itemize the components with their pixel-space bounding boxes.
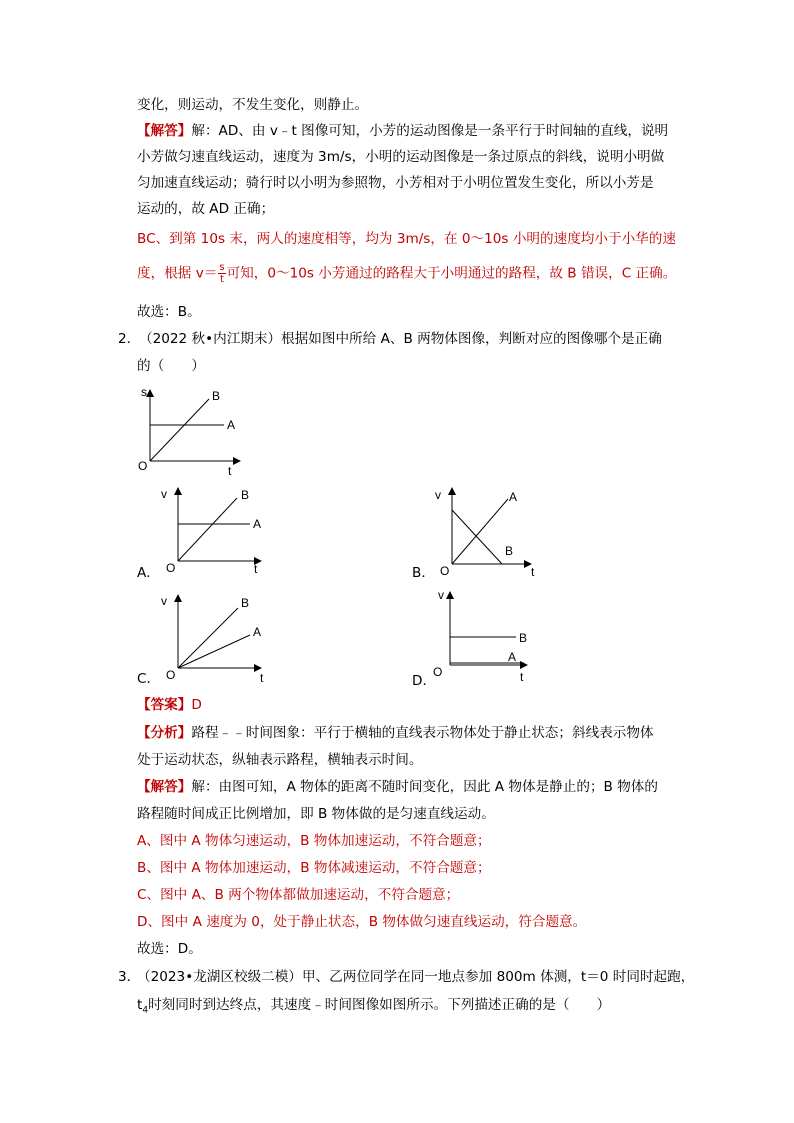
solution-text: 解：AD、由 v﹣t 图像可知，小芳的运动图像是一条平行于时间轴的直线，说明 xyxy=(191,123,669,139)
q3-stem-text: 时刻同时到达终点，其速度﹣时间图像如图所示。下列描述正确的是（ ） xyxy=(148,997,611,1013)
y-axis-label: v xyxy=(161,487,167,501)
label-a: A xyxy=(253,517,262,531)
x-axis-label: t xyxy=(260,671,264,685)
q2-choice: 故选：D。 xyxy=(137,941,202,957)
line-a xyxy=(178,635,250,668)
q2-solution-line-2: 路程随时间成正比例增加，即 B 物体做的是匀速直线运动。 xyxy=(137,806,495,822)
x-axis-label: t xyxy=(520,670,524,684)
main-st-graph xyxy=(138,385,258,478)
y-axis-arrow xyxy=(174,487,182,495)
t-subscript: 4 xyxy=(142,1005,149,1016)
q2-stem-line-2: 的（ ） xyxy=(137,358,205,374)
q3-number: 3． xyxy=(118,969,141,985)
line-b xyxy=(178,608,238,668)
label-b: B xyxy=(241,596,250,610)
option-d-label: D． xyxy=(412,673,437,689)
x-axis-arrow xyxy=(233,457,241,465)
q2-solution-a: A、图中 A 物体匀速运动，B 物体加速运动，不符合题意； xyxy=(137,833,491,849)
origin-label: O xyxy=(440,564,450,578)
line-b xyxy=(150,399,209,461)
label-b: B xyxy=(212,389,221,403)
y-axis-label: v xyxy=(438,588,444,602)
y-axis-arrow xyxy=(146,389,154,397)
line-a xyxy=(452,499,508,564)
label-b: B xyxy=(241,488,250,502)
prev-choice: 故选：B。 xyxy=(137,304,201,320)
prev-solution-line-6 xyxy=(137,262,676,285)
q2-stem-line-1: （2022 秋•内江期末）根据如图中所给 A、B 两物体图像，判断对应的图像哪个是正确 xyxy=(139,331,662,347)
solution-label: 【解答】 xyxy=(137,779,192,795)
y-axis-arrow xyxy=(446,591,454,599)
option-a-graph xyxy=(161,483,286,578)
q3-stem-line-1: （2023•龙湖区校级二模）甲、乙两位同学在同一地点参加 800m 体测，t＝0 时同时起跑， xyxy=(137,969,695,985)
fraction-numerator: s xyxy=(219,262,225,273)
answer-label: 【答案】 xyxy=(137,697,192,713)
q3-stem-line-2 xyxy=(137,996,610,1020)
q2-analysis-line-2: 处于运动状态，纵轴表示路程，横轴表示时间。 xyxy=(137,752,423,768)
y-axis-arrow xyxy=(448,487,456,495)
origin-label: O xyxy=(166,561,176,575)
x-axis-label: t xyxy=(531,565,535,579)
t-symbol: t xyxy=(137,997,143,1013)
q2-number: 2． xyxy=(118,331,141,347)
y-axis-arrow xyxy=(174,594,182,602)
label-b: B xyxy=(505,544,514,558)
analysis-text: 路程﹣﹣时间图象：平行于横轴的直线表示物体处于静止状态；斜线表示物体 xyxy=(191,725,654,741)
y-axis-label: v xyxy=(435,488,441,502)
q2-solution-c: C、图中 A、B 两个物体都做加速运动，不符合题意； xyxy=(137,887,460,903)
formula-prefix: 度，根据 v＝ xyxy=(137,265,218,282)
option-d-graph xyxy=(433,585,558,684)
prev-line-0: 变化，则运动，不发生变化，则静止。 xyxy=(137,97,369,113)
option-c-graph xyxy=(161,590,286,685)
line-b xyxy=(178,498,237,561)
label-b: B xyxy=(519,631,528,645)
prev-solution-line-1 xyxy=(137,122,668,140)
x-axis-arrow xyxy=(520,661,528,669)
prev-solution-line-4: 运动的，故 AD 正确； xyxy=(137,201,275,217)
q2-solution-b: B、图中 A 物体加速运动，B 物体减速运动，不符合题意； xyxy=(137,860,491,876)
origin-label: O xyxy=(138,459,148,473)
fraction-denominator: t xyxy=(219,274,224,285)
fraction-s-over-t xyxy=(218,262,225,285)
q2-answer xyxy=(137,696,202,714)
x-axis-label: t xyxy=(228,464,232,478)
label-a: A xyxy=(509,490,518,504)
q2-solution-d: D、图中 A 速度为 0，处于静止状态，B 物体做匀速直线运动，符合题意。 xyxy=(137,914,587,930)
answer-value: D xyxy=(191,697,202,713)
y-axis-label: v xyxy=(161,594,167,608)
option-b-label: B． xyxy=(412,565,435,581)
label-a: A xyxy=(227,418,236,432)
solution-text: 解：由图可知，A 物体的距离不随时间变化，因此 A 物体是静止的；B 物体的 xyxy=(191,779,658,795)
q2-analysis-line-1 xyxy=(137,724,654,742)
prev-solution-line-2: 小芳做匀速直线运动，速度为 3m/s，小明的运动图像是一条过原点的斜线，说明小明做 xyxy=(137,149,665,165)
label-a: A xyxy=(508,650,517,664)
option-c-label: C． xyxy=(137,671,161,687)
solution-label: 【解答】 xyxy=(137,123,192,139)
origin-label: O xyxy=(433,665,443,679)
q2-solution-line-1 xyxy=(137,778,658,796)
prev-solution-line-3: 匀加速直线运动；骑行时以小明为参照物，小芳相对于小明位置发生变化，所以小芳是 xyxy=(137,175,654,191)
prev-solution-line-5: BC、到第 10s 末，两人的速度相等，均为 3m/s，在 0～10s 小明的速度均小于小华的速 xyxy=(137,231,676,247)
y-axis-label: s xyxy=(141,385,147,399)
label-a: A xyxy=(253,625,262,639)
formula-suffix: 可知，0～10s 小芳通过的路程大于小明通过的路程，故 B 错误，C 正确。 xyxy=(226,265,677,282)
option-b-graph xyxy=(435,483,560,579)
x-axis-label: t xyxy=(254,562,258,576)
analysis-label: 【分析】 xyxy=(137,725,192,741)
origin-label: O xyxy=(166,668,176,682)
option-a-label: A． xyxy=(137,565,160,581)
